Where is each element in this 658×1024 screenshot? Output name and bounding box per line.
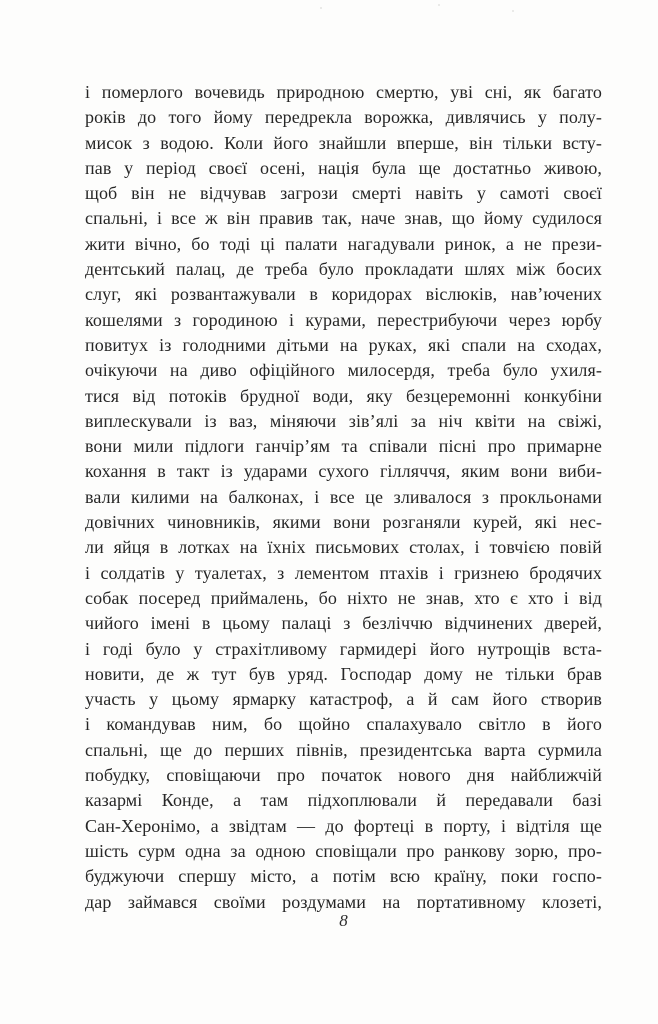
scan-speckle — [438, 4, 440, 6]
body-text-line: мисок з водою. Коли його знайшли вперше, він тільки всту- — [85, 132, 602, 153]
body-text-line: виплескували із ваз, міняючи зів’ялі за ніч квіти на свіжі, — [85, 410, 602, 431]
body-text-line: Сан-Херонімо, а звідтам — до фортеці в порту, і відтіля ще — [85, 815, 602, 836]
body-text-line: і командував ним, бо щойно спалахувало світло в його — [85, 714, 602, 735]
body-text-line: довічних чиновників, якими вони розганяли курей, які нес- — [85, 512, 602, 533]
body-text-line: побудку, сповіщаючи про початок нового дня найближчій — [85, 765, 602, 786]
body-text-line: новити, де ж тут був уряд. Господар дому не тільки брав — [85, 663, 602, 684]
scan-speckle — [320, 7, 322, 9]
body-text-line: казармі Конде, а там підхоплювали й передавали базі — [85, 790, 602, 811]
body-text-line: щоб він не відчував загрози смерті навіть у самоті своєї — [85, 183, 602, 204]
body-text-line: тися від потоків брудної води, яку безцеремонні конкубіни — [85, 385, 602, 406]
body-text-line: очікуючи на диво офіційного милосердя, треба було ухиля- — [85, 360, 602, 381]
body-text-line: кошелями з городиною і курами, перестрибуючи через юрбу — [85, 309, 602, 330]
body-text-line: спальні, і все ж він правив так, наче знав, що йому судилося — [85, 208, 602, 229]
body-text-line: і солдатів у туалетах, з лементом птахів і гризнею бродячих — [85, 562, 602, 583]
body-text-line: вали килими на балконах, і все це зливалося з прокльонами — [85, 486, 602, 507]
body-text-line: років до того йому передрекла ворожка, дивлячись у полу- — [85, 107, 602, 128]
body-text — [85, 80, 602, 915]
body-text-line: пав у період своєї осені, нація була ще достатньо живою, — [85, 157, 602, 178]
body-text-line: ли яйця в лотках на їхніх письмових столах, і товчією повій — [85, 537, 602, 558]
body-text-line: повитух із голодними дітьми на руках, які спали на сходах, — [85, 334, 602, 355]
body-text-line: жити вічно, бо тоді ці палати нагадували ринок, а не прези- — [85, 233, 602, 254]
body-text-line: спальні, ще до перших півнів, президентська варта сурмила — [85, 739, 602, 760]
body-text-line: чийого імені в цьому палаці з безліччю відчинених дверей, — [85, 613, 602, 634]
body-text-line: і годі було у страхітливому гармидері його нутрощів вста- — [85, 638, 602, 659]
body-text-line: дар займався своїми роздумами на портативному клозеті, — [85, 891, 602, 912]
body-text-line: і померлого вочевидь природною смертю, уві сні, як багато — [85, 82, 602, 102]
body-text-line: участь у цьому ярмарку катастроф, а й сам його створив — [85, 689, 602, 710]
body-text-line: собак посеред приймалень, бо ніхто не знав, хто є хто і від — [85, 587, 602, 608]
body-text-line: дентський палац, де треба було прокладати шлях між босих — [85, 259, 602, 280]
body-text-line: буджуючи спершу місто, а потім всю країну, поки госпо- — [85, 866, 602, 887]
body-text-line: шість сурм одна за одною сповіщали про ранкову зорю, про- — [85, 840, 602, 861]
body-text-line: вони мили підлоги ганчір’ям та співали пісні про примарне — [85, 436, 602, 457]
scan-speckle — [512, 10, 514, 12]
body-text-line: слуг, які розвантажували в коридорах віслюків, нав’ючених — [85, 284, 602, 305]
page-number: 8 — [339, 911, 348, 930]
body-text-line: кохання в такт із ударами сухого гілляччя, яким вони виби- — [85, 461, 602, 482]
